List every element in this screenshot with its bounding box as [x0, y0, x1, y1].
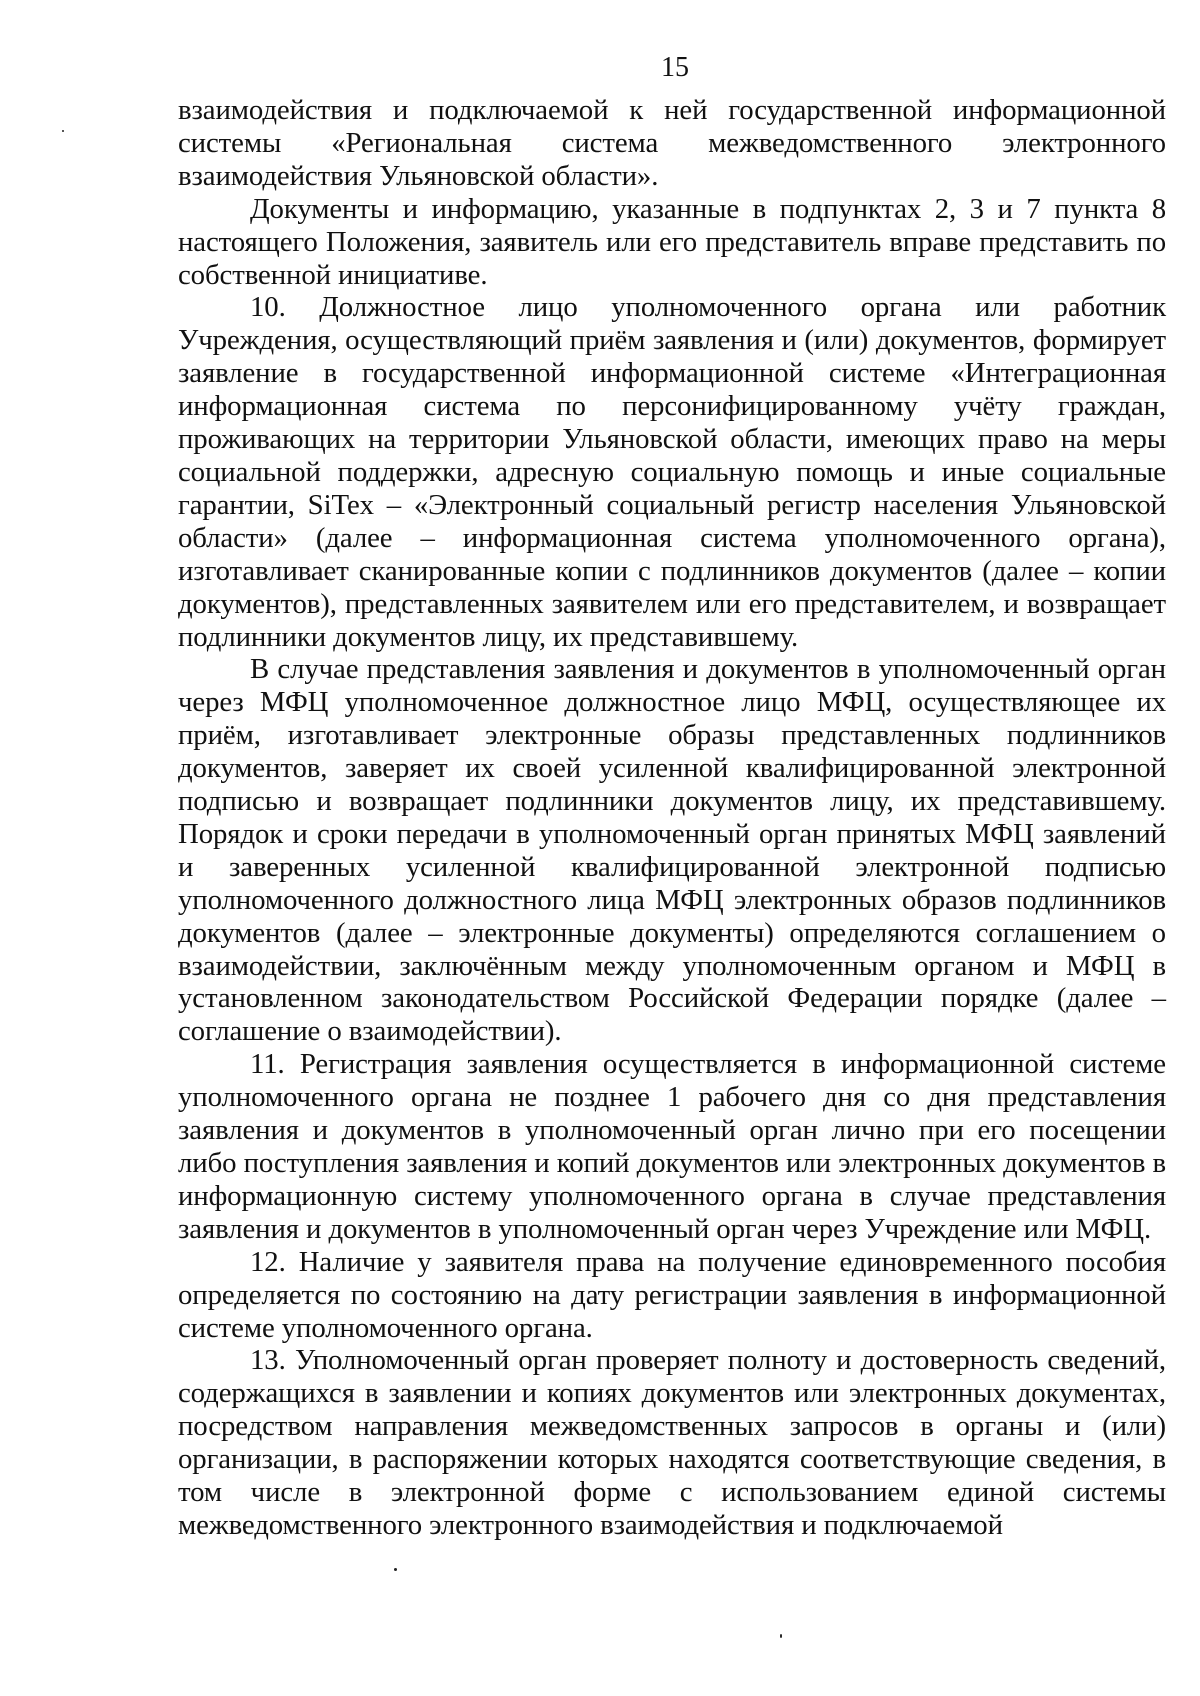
scan-speck [394, 1568, 397, 1571]
scan-speck [62, 130, 64, 132]
paragraph-1: взаимодействия и подключаемой к ней государственной информационной системы «Региональная система межведомственного электронного взаимодействия Ульяновской области». [178, 94, 1166, 192]
paragraph-11: 11. Регистрация заявления осуществляется в информационной системе уполномоченного органа не позднее 1 рабочего дня со дня представления заявления и документов в уполномоченный орган лично при его посещении либо поступления заявления и копий документов или электронных документов в информационную систему уполномоченного органа в случае представления заявления и документов в уполномоченный орган через Учреждение или МФЦ. [178, 1048, 1166, 1245]
paragraph-13: 13. Уполномоченный орган проверяет полноту и достоверность сведений, содержащихся в заявлении и копиях документов или электронных документах, посредством направления межведомственных запросов в органы и (или) организации, в распоряжении которых находятся соответствующие сведения, в том числе в электронной форме с использованием единой системы межведомственного электронного взаимодействия и подключаемой [178, 1344, 1166, 1541]
document-body [178, 94, 1166, 1542]
page-number: 15 [661, 52, 689, 83]
paragraph-mfc: В случае представления заявления и документов в уполномоченный орган через МФЦ уполномоченное должностное лицо МФЦ, осуществляющее их приём, изготавливает электронные образы представленных подлинников документов, заверяет их своей усиленной квалифицированной электронной подписью и возвращает подлинники документов лицу, их представившему. Порядок и сроки передачи в уполномоченный орган принятых МФЦ заявлений и заверенных усиленной квалифицированной электронной подписью уполномоченного должностного лица МФЦ электронных образов подлинников документов (далее – электронные документы) определяются соглашением о взаимодействии, заключённым между уполномоченным органом и МФЦ в установленном законодательством Российской Федерации порядке (далее – соглашение о взаимодействии). [178, 653, 1166, 1048]
paragraph-10: 10. Должностное лицо уполномоченного органа или работник Учреждения, осуществляющий приём заявления и (или) документов, формирует заявление в государственной информационной системе «Интеграционная информационная система по персонифицированному учёту граждан, проживающих на территории Ульяновской области, имеющих право на меры социальной поддержки, адресную социальную помощь и иные социальные гарантии, SiTex – «Электронный социальный регистр населения Ульяновской области» (далее – информационная система уполномоченного органа), изготавливает сканированные копии с подлинников документов (далее – копии документов), представленных заявителем или его представителем, и возвращает подлинники документов лицу, их представившему. [178, 291, 1166, 653]
paragraph-12: 12. Наличие у заявителя права на получение единовременного пособия определяется по состоянию на дату регистрации заявления в информационной системе уполномоченного органа. [178, 1245, 1166, 1344]
scan-speck [780, 1634, 782, 1638]
paragraph-2: Документы и информацию, указанные в подпунктах 2, 3 и 7 пункта 8 настоящего Положения, заявитель или его представитель вправе представить по собственной инициативе. [178, 192, 1166, 291]
